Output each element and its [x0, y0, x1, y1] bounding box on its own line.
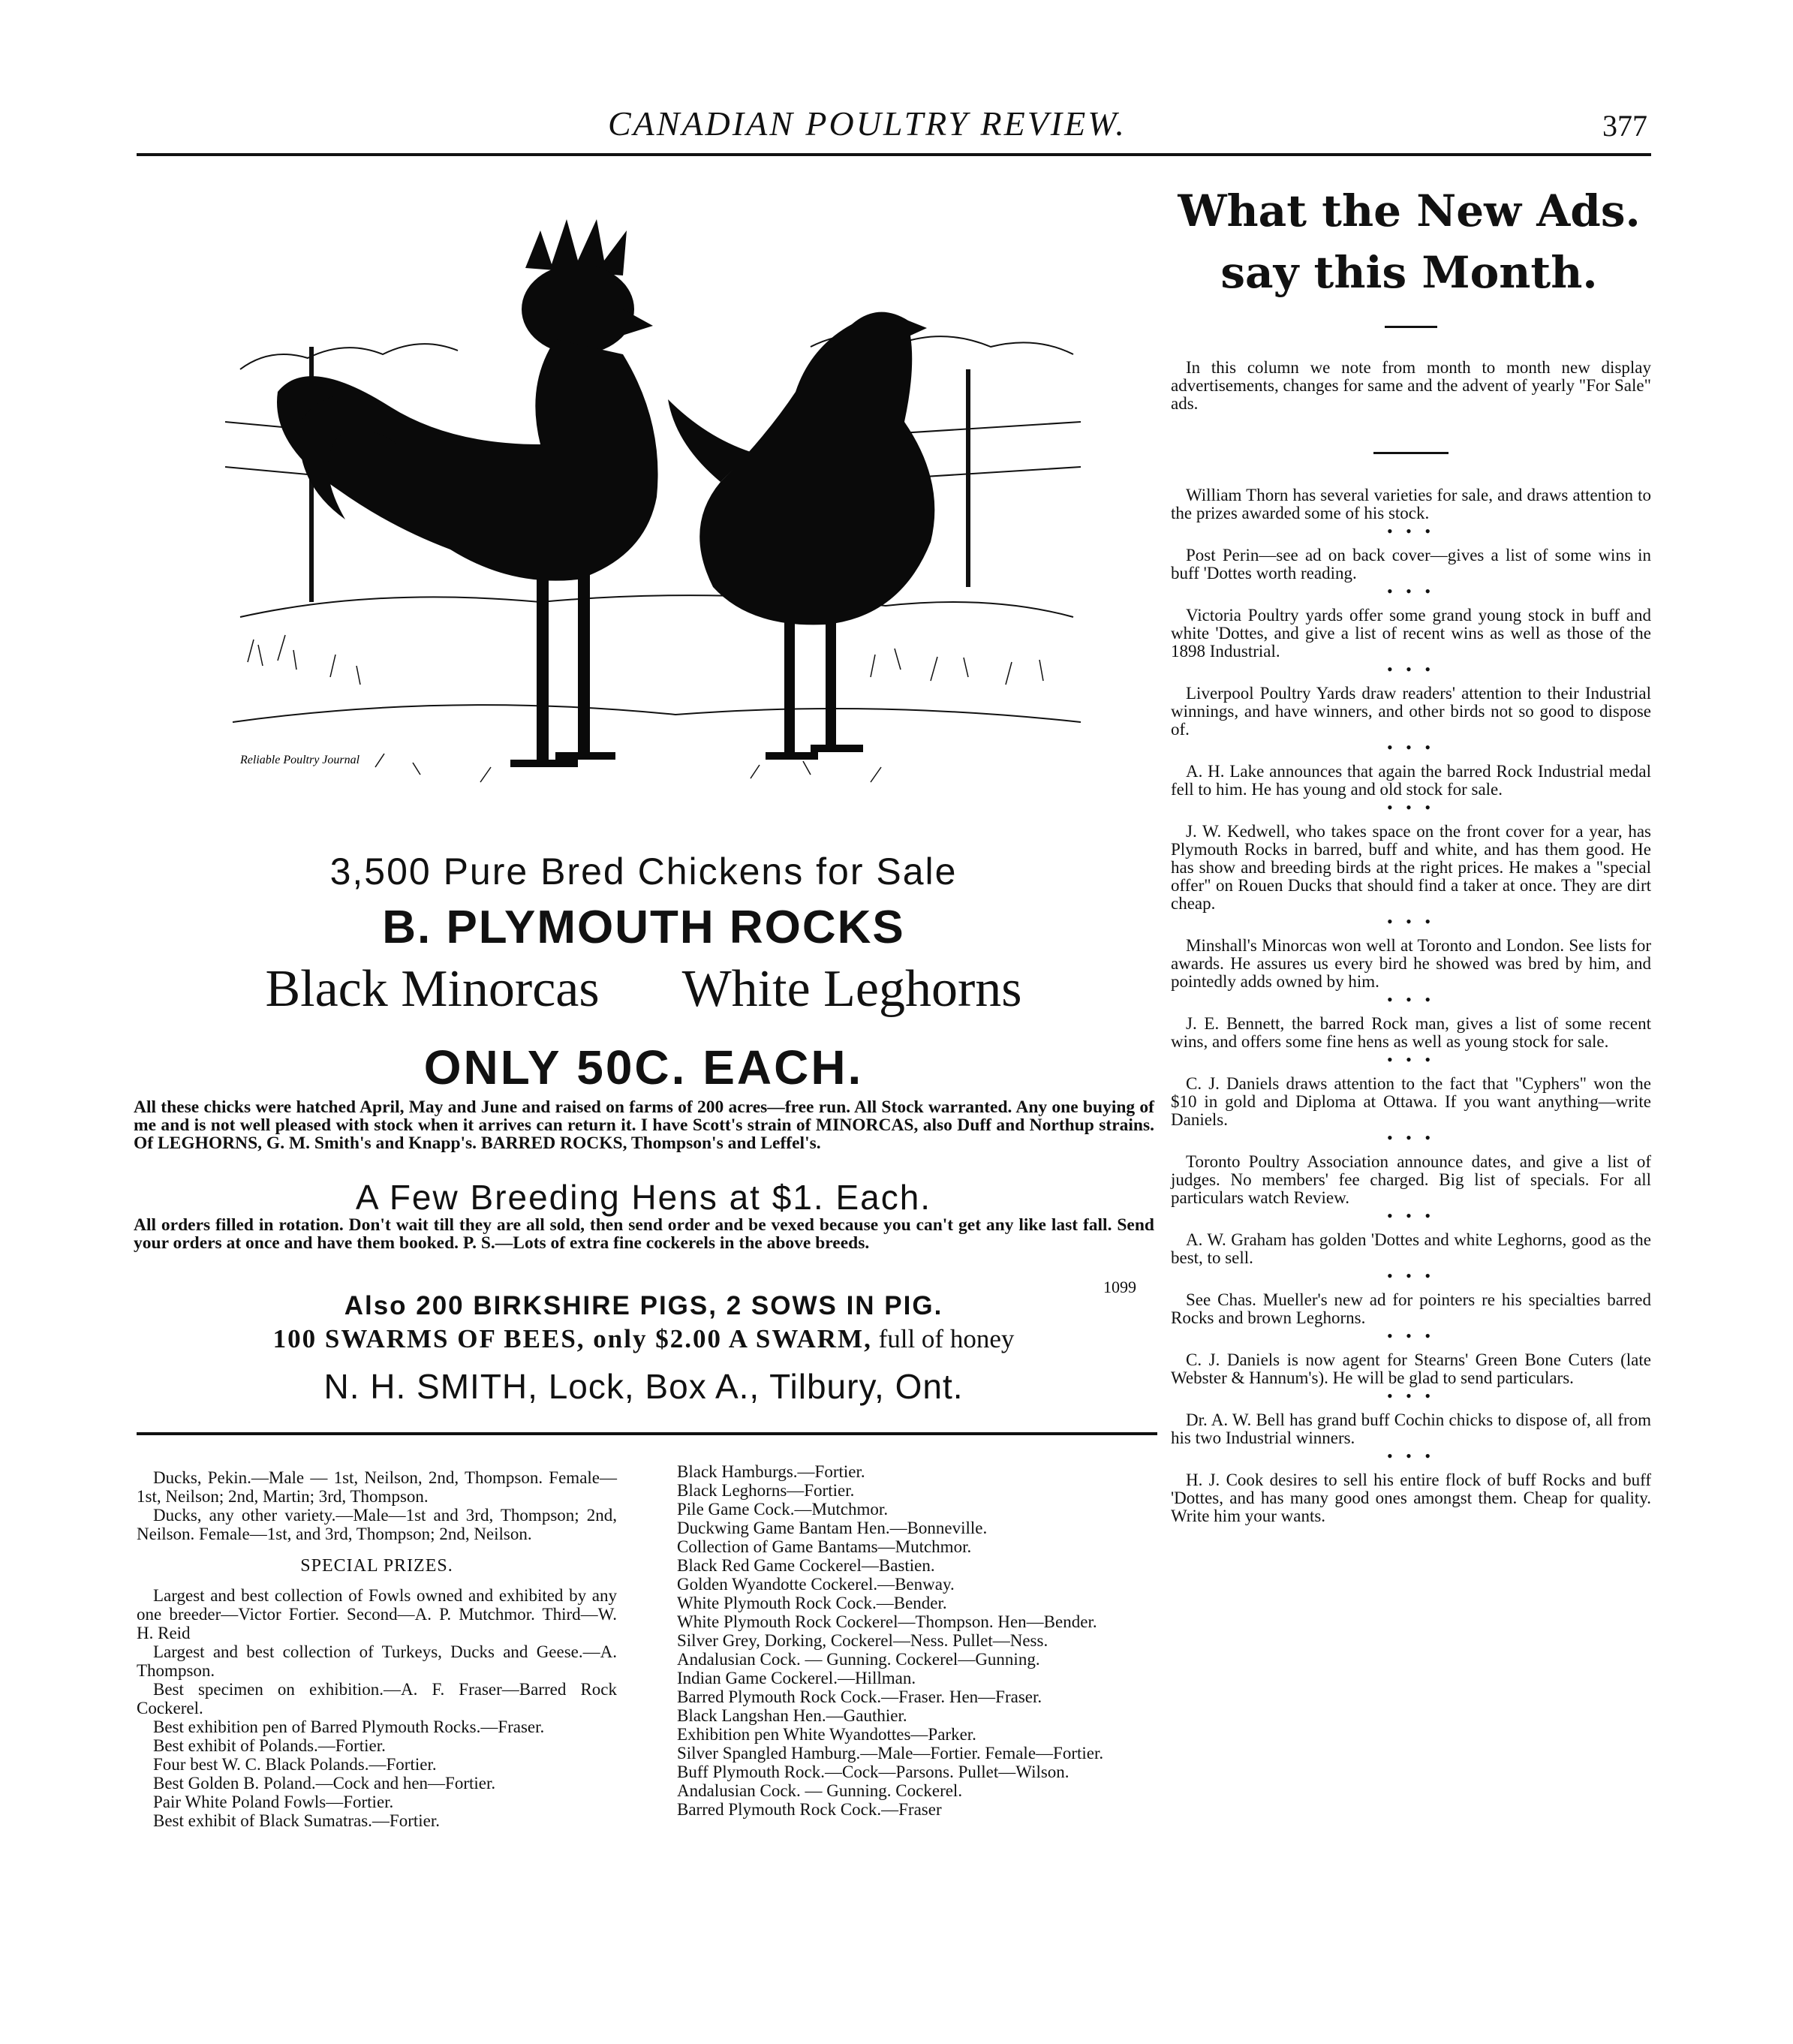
- ad-body-text-1: All these chicks were hatched April, May and June and raised on farms of 200 acres—free run. All Stock warranted. Any one buying of me and is not well pleased with stock when it arrives can return it. I have Scott's strain of MINORCAS, also Duff and Northup strains. Of LEGHORNS, G. M. Smith's and Knapp's. BARRED ROCKS, Thompson's and Leffel's.: [134, 1097, 1154, 1153]
- ad-note: Dr. A. W. Bell has grand buff Cochin chicks to dispose of, all from his two Industrial winners.: [1171, 1410, 1651, 1447]
- prize-entry: Best exhibit of Black Sumatras.—Fortier.: [153, 1811, 441, 1830]
- prize-entry: Exhibition pen White Wyandottes—Parker.: [677, 1725, 976, 1744]
- prize-entry: Ducks, Pekin.—Male — 1st, Neilson, 2nd, Thompson. Female—1st, Neilson; 2nd, Martin; 3rd, Thompson.: [137, 1468, 617, 1506]
- rooster-figure: [277, 219, 658, 767]
- prize-entry: Silver Spangled Hamburg.—Male—Fortier. Female—Fortier.: [677, 1744, 1104, 1763]
- running-header-title: CANADIAN POULTRY REVIEW.: [608, 104, 1127, 143]
- prize-entry: Best exhibit of Polands.—Fortier.: [153, 1736, 386, 1755]
- separator-dots: • • •: [1386, 1386, 1436, 1405]
- separator-dots: • • •: [1386, 1050, 1436, 1069]
- header-rule: [137, 153, 1651, 156]
- ad-breed-left: Black Minorcas: [265, 960, 600, 1018]
- separator-dots: • • •: [1386, 1206, 1436, 1225]
- prize-entry: Largest and best collection of Turkeys, Ducks and Geese.—A. Thompson.: [137, 1642, 617, 1680]
- prize-entry: Duckwing Game Bantam Hen.—Bonneville.: [677, 1519, 988, 1537]
- ad-notes-list: [1171, 486, 1651, 1525]
- special-prizes-heading: SPECIAL PRIZES.: [300, 1556, 453, 1576]
- ad-note: J. E. Bennett, the barred Rock man, gives a list of some recent wins, and offers some fine hens as well as young stock for sale.: [1171, 1014, 1651, 1051]
- ad-body-text-2: All orders filled in rotation. Don't wait till they are all sold, then send order and be vexed because you can't get any like last fall. Send your orders at once and have them booked. P. S.—Lots of extra fine cockerels in the above breeds.: [134, 1215, 1154, 1253]
- prize-entry: Best Golden B. Poland.—Cock and hen—Fortier.: [153, 1774, 496, 1793]
- ad-bees-bold: 100 SWARMS OF BEES, only $2.00 A SWARM,: [272, 1324, 872, 1353]
- intro-rule: [1373, 452, 1449, 454]
- prize-entry: Black Hamburgs.—Fortier.: [677, 1462, 865, 1481]
- prize-entry: Indian Game Cockerel.—Hillman.: [677, 1669, 916, 1687]
- ad-bees-offer: [131, 1324, 1156, 1354]
- separator-dots: • • •: [1386, 798, 1436, 817]
- title-rule: [1385, 326, 1437, 328]
- ad-note: Minshall's Minorcas won well at Toronto and London. See lists for awards. He assures us every bird he showed was bred by him, and pointedly adds owned by him.: [1171, 936, 1651, 991]
- separator-dots: • • •: [1386, 1128, 1436, 1147]
- ad-breed-main: B. PLYMOUTH ROCKS: [382, 902, 905, 953]
- ad-headline: 3,500 Pure Bred Chickens for Sale: [329, 850, 958, 893]
- ad-note: A. H. Lake announces that again the barred Rock Industrial medal fell to him. He has young and old stock for sale.: [1171, 762, 1651, 799]
- ad-note: A. W. Graham has golden 'Dottes and white Leghorns, good as the best, to sell.: [1171, 1230, 1651, 1267]
- prize-entry: Barred Plymouth Rock Cock.—Fraser: [677, 1800, 942, 1819]
- prize-entry: Black Langshan Hen.—Gauthier.: [677, 1706, 907, 1725]
- separator-dots: • • •: [1386, 582, 1436, 601]
- column-title: What the New Ads. say this Month.: [1178, 185, 1641, 298]
- prize-entry: Andalusian Cock. — Gunning. Cockerel.: [677, 1781, 963, 1800]
- hen-figure: [668, 312, 934, 760]
- prize-entry: Buff Plymouth Rock.—Cock—Parsons. Pullet—Wilson.: [677, 1763, 1069, 1781]
- prize-entry: White Plymouth Rock Cock.—Bender.: [677, 1594, 947, 1612]
- separator-dots: • • •: [1386, 912, 1436, 931]
- prize-entry: Pile Game Cock.—Mutchmor.: [677, 1500, 889, 1519]
- ad-note: C. J. Daniels is now agent for Stearns' Green Bone Cuters (late Webster & Hannum's). He will be glad to send particulars.: [1171, 1350, 1651, 1387]
- ad-note: C. J. Daniels draws attention to the fact that "Cyphers" won the $10 in gold and Diploma at Ottawa. If you want anything—write Daniels.: [1171, 1074, 1651, 1129]
- column-intro: In this column we note from month to month new display advertisements, changes for same and the advent of yearly "For Sale" ads.: [1171, 358, 1651, 413]
- ad-bottom-rule: [137, 1432, 1157, 1435]
- prize-entry: Largest and best collection of Fowls owned and exhibited by any one breeder—Victor Fortier. Second—A. P. Mutchmor. Third—W. H. Reid: [137, 1586, 617, 1642]
- ad-note: William Thorn has several varieties for sale, and draws attention to the prizes awarded some of his stock.: [1171, 486, 1651, 522]
- prize-entry: Ducks, any other variety.—Male—1st and 3rd, Thompson; 2nd, Neilson. Female—1st, and 3rd, Thompson; 2nd, Neilson.: [137, 1506, 617, 1543]
- prize-entry: Best specimen on exhibition.—A. F. Fraser—Barred Rock Cockerel.: [137, 1680, 617, 1717]
- ad-note: See Chas. Mueller's new ad for pointers re his specialties barred Rocks and brown Leghorns.: [1171, 1290, 1651, 1327]
- separator-dots: • • •: [1386, 1446, 1436, 1465]
- ad-hens-offer: A Few Breeding Hens at $1. Each.: [355, 1178, 932, 1217]
- ad-note: Post Perin—see ad on back cover—gives a list of some wins in buff 'Dottes worth reading.: [1171, 546, 1651, 582]
- ad-price: ONLY 50C. EACH.: [423, 1040, 864, 1094]
- separator-dots: • • •: [1386, 522, 1436, 540]
- prize-entry: Best exhibition pen of Barred Plymouth Rocks.—Fraser.: [153, 1717, 545, 1736]
- page-number: 377: [1602, 109, 1647, 143]
- ad-note: Liverpool Poultry Yards draw readers' attention to their Industrial winnings, and have winners, and other birds not so good to dispose of.: [1171, 684, 1651, 739]
- engraver-credit-mark: Reliable Poultry Journal: [240, 754, 360, 766]
- prize-entry: Andalusian Cock. — Gunning. Cockerel—Gunning.: [677, 1650, 1040, 1669]
- ad-contact: N. H. SMITH, Lock, Box A., Tilbury, Ont.: [323, 1367, 964, 1406]
- prize-entry: Silver Grey, Dorking, Cockerel—Ness. Pullet—Ness.: [677, 1631, 1048, 1650]
- prize-entry: Golden Wyandotte Cockerel.—Benway.: [677, 1575, 955, 1594]
- prize-entry: Pair White Poland Fowls—Fortier.: [153, 1793, 394, 1811]
- separator-dots: • • •: [1386, 1326, 1436, 1345]
- separator-dots: • • •: [1386, 1266, 1436, 1285]
- ad-note: Victoria Poultry yards offer some grand young stock in buff and white 'Dottes, and give a list of recent wins as well as those of the 1898 Industrial.: [1171, 606, 1651, 661]
- prize-entry: Black Red Game Cockerel—Bastien.: [677, 1556, 935, 1575]
- prize-entry: Barred Plymouth Rock Cock.—Fraser. Hen—Fraser.: [677, 1687, 1042, 1706]
- ad-note: H. J. Cook desires to sell his entire flock of buff Rocks and buff 'Dottes, and has many good ones amongst them. Cheap for quality. Write him your wants.: [1171, 1471, 1651, 1525]
- ad-note: Toronto Poultry Association announce dates, and give a list of judges. No members' fee charged. Big list of specials. For all particulars watch Review.: [1171, 1152, 1651, 1207]
- ad-note: J. W. Kedwell, who takes space on the front cover for a year, has Plymouth Rocks in barred, buff and white, and has them good. He has show and breeding birds at the right prices. He makes a "special offer" on Rouen Ducks that should find a taker at once. They are dirt cheap.: [1171, 822, 1651, 913]
- ad-breed-right: White Leghorns: [681, 960, 1022, 1018]
- rooster-and-hen-illustration: [225, 197, 1088, 842]
- ad-pigs-offer: Also 200 BIRKSHIRE PIGS, 2 SOWS IN PIG.: [344, 1291, 943, 1320]
- ad-reference-number: 1099: [1103, 1278, 1136, 1296]
- prize-entry: Black Leghorns—Fortier.: [677, 1481, 855, 1500]
- ad-bees-tail: full of honey: [871, 1324, 1015, 1353]
- prize-entry: Collection of Game Bantams—Mutchmor.: [677, 1537, 972, 1556]
- separator-dots: • • •: [1386, 660, 1436, 679]
- separator-dots: • • •: [1386, 738, 1436, 757]
- prize-entry: White Plymouth Rock Cockerel—Thompson. Hen—Bender.: [677, 1612, 1097, 1631]
- ad-breeds-row: [131, 959, 1156, 1019]
- separator-dots: • • •: [1386, 990, 1436, 1009]
- prize-list-column-1: [137, 1468, 617, 1830]
- prize-list-column-2: [660, 1462, 1141, 1819]
- prize-entry: Four best W. C. Black Polands.—Fortier.: [153, 1755, 437, 1774]
